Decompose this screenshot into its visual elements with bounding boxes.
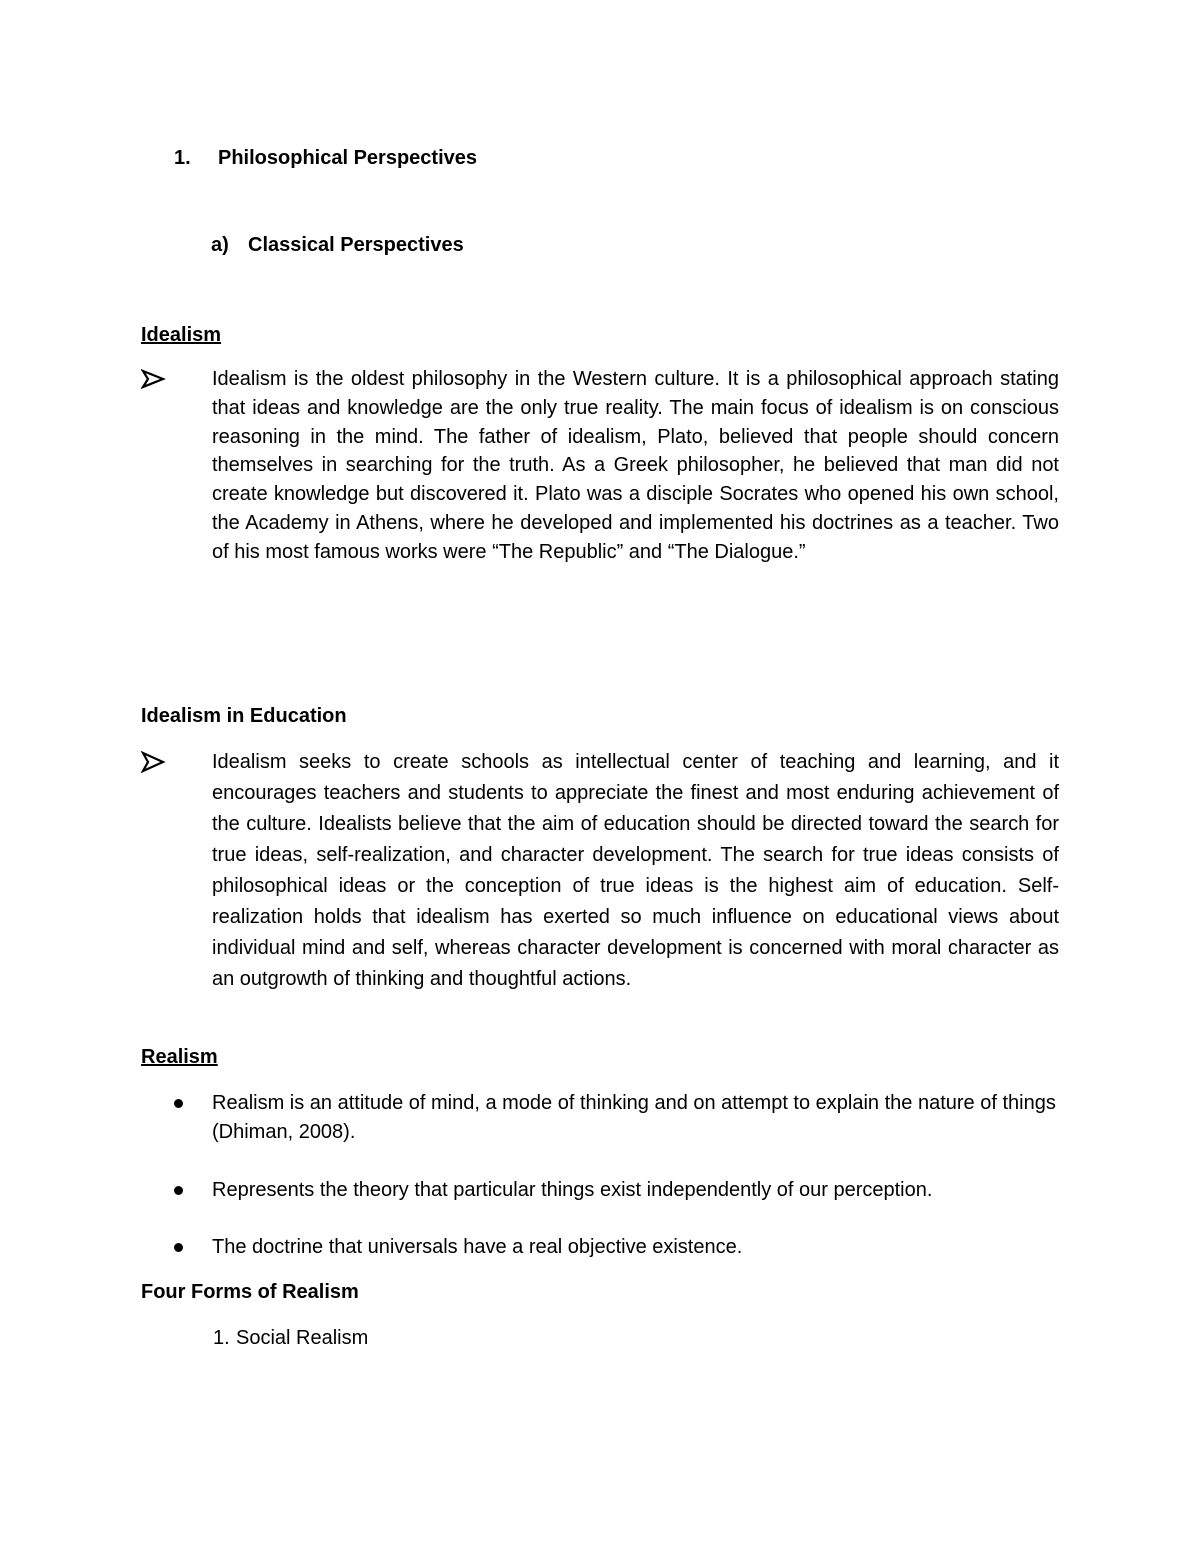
main-heading-text: Philosophical Perspectives (218, 147, 477, 169)
section-title-idealism: Idealism (141, 324, 222, 346)
list-item (141, 1233, 1059, 1263)
section-title-four-forms: Four Forms of Realism (141, 1281, 359, 1303)
realism-item-text: Represents the theory that particular things exist independently of our perception. (212, 1179, 933, 1201)
sub-heading-text: Classical Perspectives (248, 234, 464, 256)
sub-heading (211, 233, 464, 257)
main-heading (174, 146, 477, 170)
list-item (141, 1089, 1059, 1149)
idealism-education-paragraph: Idealism seeks to create schools as intellectual center of teaching and learning, and it encourages teachers and students to appreciate the finest and most enduring achievement of the culture. Idealists believe that the aim of education should be directed toward the search for true ideas, self-realization, and character development. The search for true ideas consists of philosophical ideas or the conception of true ideas is the highest aim of education. Self-realization holds that idealism has exerted so much influence on educational views about individual mind and self, whereas character development is concerned with moral character as an outgrowth of thinking and thoughtful actions. (212, 751, 1059, 990)
arrowhead-bullet-icon (141, 747, 211, 777)
round-dot-bullet-icon (174, 1099, 183, 1108)
idealism-bullet (141, 365, 1059, 595)
list-item-number: 1. (213, 1327, 230, 1349)
main-heading-number: 1. (174, 147, 191, 169)
round-dot-bullet-icon (174, 1186, 183, 1195)
list-item-text: Social Realism (236, 1327, 369, 1349)
idealism-education-bullet (141, 747, 1059, 1027)
list-item (141, 1176, 1059, 1206)
arrowhead-bullet-icon (141, 365, 211, 395)
idealism-paragraph: Idealism is the oldest philosophy in the Western culture. It is a philosophical approach stating that ideas and knowledge are the only true reality. The main focus of idealism is on conscious reasoning in the mind. The father of idealism, Plato, believed that people should concern themselves in searching for the truth. As a Greek philosopher, he believed that man did not create knowledge but discovered it. Plato was a disciple Socrates who opened his own school, the Academy in Athens, where he developed and implemented his doctrines as a teacher. Two of his most famous works were “The Republic” and “The Dialogue.” (212, 368, 1059, 563)
round-dot-bullet-icon (174, 1243, 183, 1252)
section-title-realism: Realism (141, 1046, 218, 1068)
realism-item-text: The doctrine that universals have a real objective existence. (212, 1236, 743, 1258)
list-item (213, 1326, 368, 1350)
sub-heading-letter: a) (211, 234, 229, 256)
section-title-idealism-in-education: Idealism in Education (141, 705, 347, 727)
realism-item-text: Realism is an attitude of mind, a mode of thinking and on attempt to explain the nature of things (Dhiman, 2008). (212, 1092, 1056, 1143)
